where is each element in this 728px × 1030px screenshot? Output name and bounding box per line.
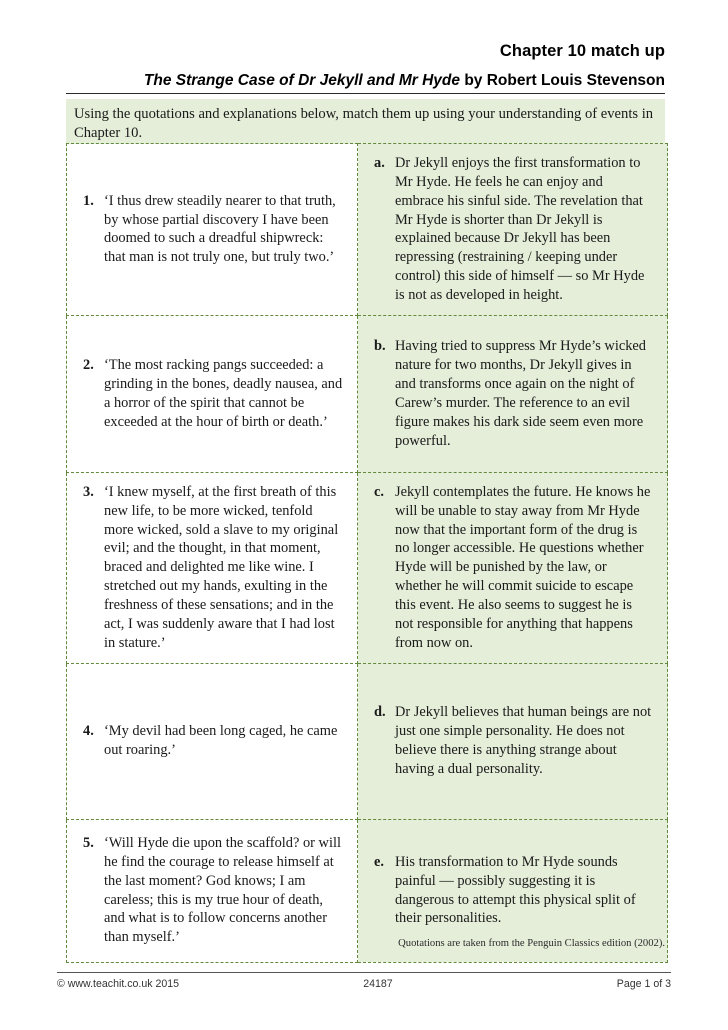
table-row xyxy=(67,315,668,472)
explanation-text: His transformation to Mr Hyde sounds painful — possibly suggesting it is dangerous to attempt this physical split of their personalities. xyxy=(395,853,636,927)
footer-copyright: © www.teachit.co.uk 2015 xyxy=(57,978,180,990)
footer-page-number: Page 1 of 3 xyxy=(616,978,671,990)
table-row xyxy=(67,663,668,819)
explanation-text: Dr Jekyll believes that human beings are not just one simple personality. He does not believe there is anything strange about having a dual personality. xyxy=(395,704,652,777)
explanation-text: Dr Jekyll enjoys the first transformation to Mr Hyde. He feels he can enjoy and embrace his sinful side. The revelation that Mr Hyde is shorter than Dr Jekyll is explained because Dr Jekyll has been repressing (restraining / keeping under control) this side of himself — so Mr Hyde is not as developed in height. xyxy=(395,155,645,304)
quotation-text: ‘My devil had been long caged, he came out roaring.’ xyxy=(104,723,338,759)
book-author: by Robert Louis Stevenson xyxy=(460,71,665,89)
page-header xyxy=(66,42,665,94)
quotation-text: ‘The most racking pangs succeeded: a grinding in the bones, deadly nausea, and a horror of the spirit that cannot be exceeded at the hour of birth or death.’ xyxy=(104,357,343,430)
instruction-banner: Using the quotations and explanations below, match them up using your understanding of events in Chapter 10. xyxy=(66,99,665,152)
explanation-marker: e. xyxy=(374,853,384,870)
quotation-cell-3[interactable] xyxy=(67,472,358,663)
table-row xyxy=(67,144,668,316)
book-title: The Strange Case of Dr Jekyll and Mr Hyde xyxy=(143,71,461,89)
quotation-marker: 4. xyxy=(83,723,94,740)
subtitle xyxy=(66,71,665,94)
table-row xyxy=(67,472,668,663)
quotation-text: ‘I thus drew steadily nearer to that truth, by whose partial discovery I have been doomed to such a dreadful shipwreck: that man is not truly one, but truly two.’ xyxy=(104,192,336,266)
explanation-cell-c[interactable] xyxy=(358,472,668,663)
quotation-cell-1[interactable] xyxy=(67,144,358,316)
quotation-cell-2[interactable] xyxy=(67,315,358,472)
explanation-cell-d[interactable] xyxy=(358,663,668,819)
source-note: Quotations are taken from the Penguin Classics edition (2002). xyxy=(398,938,665,949)
footer-resource-id: 24187 xyxy=(363,978,393,990)
quotation-marker: 2. xyxy=(83,357,94,374)
quotation-marker: 3. xyxy=(83,483,94,500)
explanation-marker: c. xyxy=(374,483,384,500)
explanation-text: Having tried to suppress Mr Hyde’s wicked nature for two months, Dr Jekyll gives in and transforms once again on the night of Carew’s murder. The reference to an evil figure makes his dark side seem even more powerful. xyxy=(395,338,646,449)
explanation-text: Jekyll contemplates the future. He knows he will be unable to stay away from Mr Hyde now that the important form of the drug is no longer accessible. He questions whether Hyde will be punished by the law, or whether he will commit suicide to escape this event. He also seems to suggest he is not responsible for anything that happens from now on. xyxy=(395,483,651,651)
explanation-marker: d. xyxy=(374,704,386,721)
quotation-text: ‘I knew myself, at the first breath of this new life, to be more wicked, tenfold more wicked, sold a slave to my original evil; and the thought, in that moment, braced and delighted me like wine. I stretched out my hands, exulting in the freshness of these sensations; and in the act, I was suddenly aware that I had lost in stature.’ xyxy=(104,483,339,651)
explanation-cell-a[interactable] xyxy=(358,144,668,316)
quotation-marker: 5. xyxy=(83,835,94,852)
page-footer xyxy=(57,972,671,990)
explanation-marker: a. xyxy=(374,155,385,171)
quotation-cell-4[interactable] xyxy=(67,663,358,819)
quotation-marker: 1. xyxy=(83,192,94,209)
page-title: Chapter 10 match up xyxy=(499,42,665,60)
explanation-marker: b. xyxy=(374,338,386,355)
explanation-cell-b[interactable] xyxy=(358,315,668,472)
matchup-table xyxy=(66,143,668,963)
quotation-text: ‘Will Hyde die upon the scaffold? or will he find the courage to release himself at the last moment? God knows; I am careless; this is my true hour of death, and what is to follow concerns another than myself.’ xyxy=(104,835,341,946)
